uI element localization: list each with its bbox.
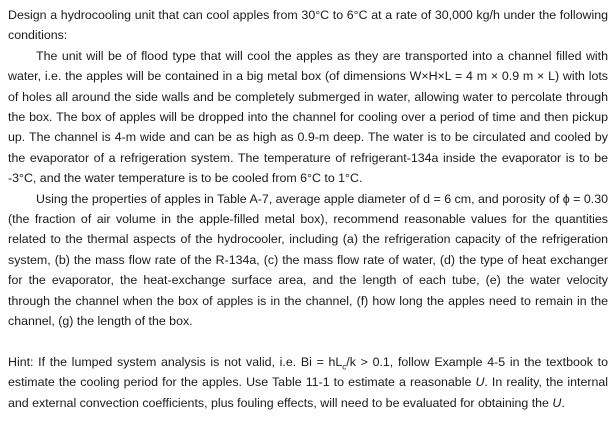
- problem-paragraph-conditions: The unit will be of flood type that will cool the apples as they are transported into a channel filled with water, i.e. the apples will be contained in a big metal box (of dimensions W×H×L = 4 m × 0.9 m × L) with lots of holes all around the side walls and be completely submerged in water, allowing water to percolate through the box. The box of apples will be dropped into the channel for cooling over a period of time and then pickup up. The channel is 4-m wide and can be as high as 0.9-m deep. The water is to be circulated and cooled by the evaporator of a refrigeration system. The temperature of refrigerant-134a inside the evaporator is to be -3°C, and the water temperature is to be cooled from 6°C to 1°C.: [8, 48, 608, 186]
- hint-subscript: c: [342, 362, 347, 372]
- hint-paragraph: [8, 352, 608, 413]
- paragraph-gap: [8, 332, 608, 352]
- hint-text-2: /k > 0.1, follow Example 4-5 in the textbook to estimate the cooling period for the apples. Use Table 11-1 to estimate a reasonable: [8, 354, 608, 390]
- hint-text-1: Hint: If the lumped system analysis is not valid, i.e. Bi = hL: [8, 354, 343, 369]
- problem-paragraph-tasks: Using the properties of apples in Table A-7, average apple diameter of d = 6 cm, and porosity of ϕ = 0.30 (the fraction of air volume in the apple-filled metal box), recommend reasonable values for the quantities related to the thermal aspects of the hydrocooler, including (a) the refrigeration capacity of the refrigeration system, (b) the mass flow rate of the R-134a, (c) the mass flow rate of water, (d) the type of heat exchanger for the evaporator, the heat-exchange surface area, and the length of each tube, (e) the water velocity through the channel when the box of apples is in the channel, (f) how long the apples need to remain in the channel, (g) the length of the box.: [8, 191, 608, 329]
- hint-text-3: . In reality, the internal and external convection coefficients, plus fouling effects, will need to be evaluated for obtaining the: [8, 375, 608, 410]
- hint-u-symbol-2: U: [552, 395, 562, 410]
- hint-text-4: .: [561, 395, 565, 410]
- problem-intro: Design a hydrocooling unit that can cool apples from 30°C to 6°C at a rate of 30,000 kg/h under the following conditions:: [8, 8, 608, 43]
- hint-u-symbol: U: [475, 375, 485, 390]
